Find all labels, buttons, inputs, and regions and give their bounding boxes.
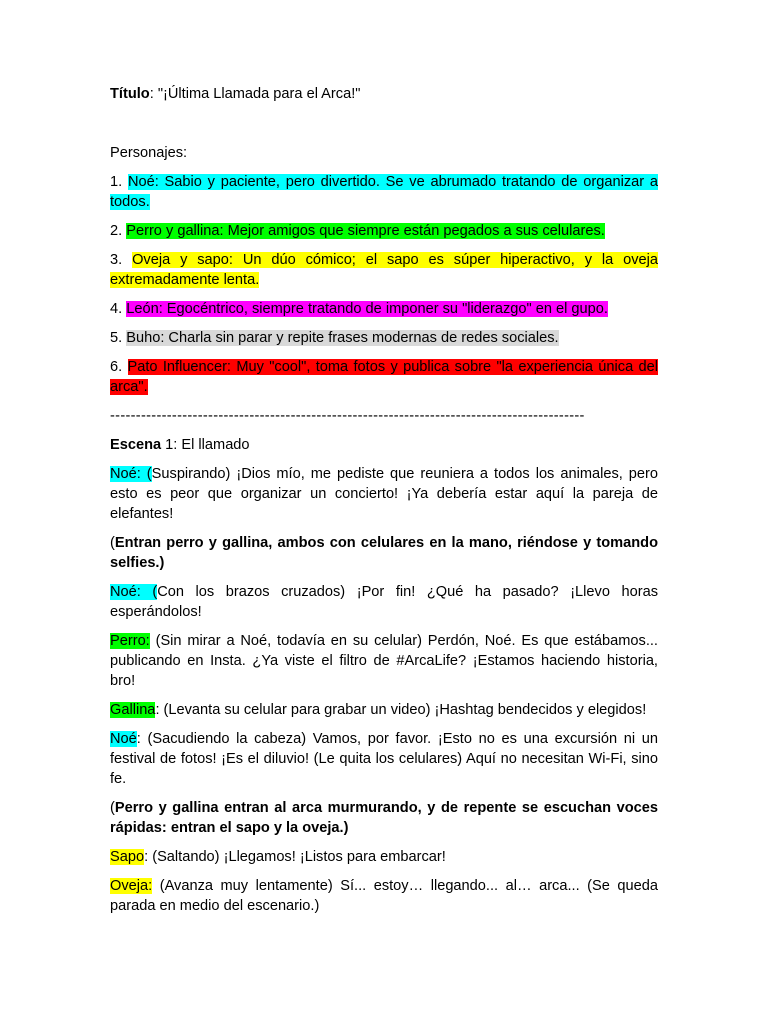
speaker-name: Noé: ( xyxy=(110,584,158,600)
dialogue-line xyxy=(110,464,658,524)
character-description: Oveja y sapo: Un dúo cómico; el sapo es súper hiperactivo, y la oveja extremadamente lenta. xyxy=(110,252,658,288)
dialogue-text: : (Saltando) ¡Llegamos! ¡Listos para embarcar! xyxy=(144,849,446,865)
scene-title: 1: El llamado xyxy=(161,437,250,453)
stage-direction xyxy=(110,798,658,838)
character-number: 6. xyxy=(110,359,128,375)
stage-text: Perro y gallina entran al arca murmurando, y de repente se escuchan voces rápidas: entran el sapo y la oveja.) xyxy=(110,800,658,836)
dialogue-text: Suspirando) ¡Dios mío, me pediste que reuniera a todos los animales, pero esto es peor que organizar un concierto! ¡Ya debería estar aquí la pareja de elefantes! xyxy=(110,466,658,522)
dialogue-line xyxy=(110,631,658,691)
scene-label: Escena xyxy=(110,437,162,453)
dialogue-text: : (Sacudiendo la cabeza) Vamos, por favor. ¡Esto no es una excursión ni un festival de fotos! ¡Es el diluvio! (Le quita los celulares) Aquí no necesitan Wi-Fi, sino fe. xyxy=(110,731,658,787)
character-description: Perro y gallina: Mejor amigos que siempre están pegados a sus celulares. xyxy=(126,223,605,239)
character-number: 3. xyxy=(110,252,133,268)
speaker-name: Perro: xyxy=(110,633,150,649)
stage-paren: ( xyxy=(110,535,115,551)
dialogue-line xyxy=(110,847,658,867)
character-description: Buho: Charla sin parar y repite frases modernas de redes sociales. xyxy=(126,330,559,346)
character-item xyxy=(110,328,658,348)
character-item xyxy=(110,250,658,290)
stage-paren: ( xyxy=(110,800,115,816)
character-description: Noé: Sabio y paciente, pero divertido. Se ve abrumado tratando de organizar a todos. xyxy=(110,174,658,210)
speaker-name: Noé: ( xyxy=(110,466,152,482)
character-description: Pato Influencer: Muy "cool", toma fotos y publica sobre "la experiencia única del arca". xyxy=(110,359,658,395)
document-body xyxy=(110,84,658,925)
dialogue-text: Con los brazos cruzados) ¡Por fin! ¿Qué ha pasado? ¡Llevo horas esperándolos! xyxy=(110,584,658,620)
title-line xyxy=(110,84,658,104)
stage-direction xyxy=(110,533,658,573)
dialogue-line xyxy=(110,876,658,916)
section-divider: -------------------------------------------------------------------------------------------- xyxy=(110,408,585,424)
dialogue-text: (Sin mirar a Noé, todavía en su celular) Perdón, Noé. Es que estábamos... publicando en Insta. ¿Ya viste el filtro de #ArcaLife? ¡Estamos haciendo historia, bro! xyxy=(110,633,658,689)
character-item xyxy=(110,172,658,212)
characters-heading: Personajes: xyxy=(110,145,188,161)
dialogue-line xyxy=(110,729,658,789)
speaker-name: Gallina xyxy=(110,702,156,718)
character-description: León: Egocéntrico, siempre tratando de imponer su "liderazgo" en el gupo. xyxy=(126,301,608,317)
stage-text: Entran perro y gallina, ambos con celulares en la mano, riéndose y tomando selfies.) xyxy=(110,535,658,571)
character-number: 4. xyxy=(110,301,127,317)
title-label: Título xyxy=(110,86,150,102)
speaker-name: Noé xyxy=(110,731,137,747)
speaker-name: Oveja: xyxy=(110,878,153,894)
dialogue-text: : (Levanta su celular para grabar un video) ¡Hashtag bendecidos y elegidos! xyxy=(155,702,647,718)
character-item xyxy=(110,299,658,319)
title-value: "¡Última Llamada para el Arca!" xyxy=(157,86,361,102)
dialogue-line xyxy=(110,582,658,622)
speaker-name: Sapo xyxy=(110,849,145,865)
character-number: 1. xyxy=(110,174,128,190)
character-number: 5. xyxy=(110,330,127,346)
character-item xyxy=(110,357,658,397)
title-separator: : xyxy=(149,86,158,102)
character-item xyxy=(110,221,658,241)
dialogue-line xyxy=(110,700,658,720)
scene-heading xyxy=(110,435,658,455)
character-number: 2. xyxy=(110,223,127,239)
dialogue-text: (Avanza muy lentamente) Sí... estoy… llegando... al… arca... (Se queda parada en medio del escenario.) xyxy=(110,878,658,914)
